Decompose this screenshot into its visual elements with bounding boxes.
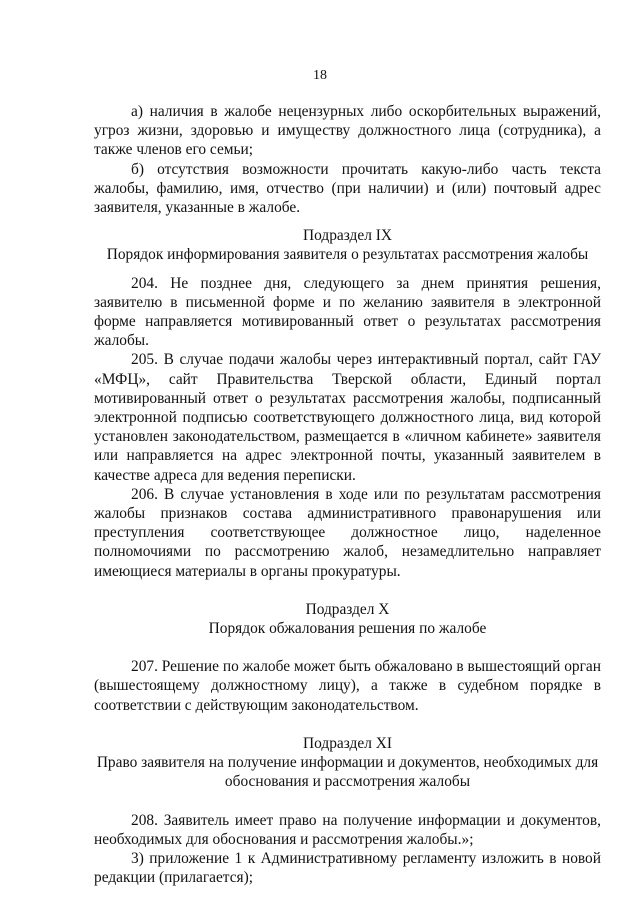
document-body — [94, 102, 601, 887]
paragraph-item-a: а) наличия в жалобе нецензурных либо оскорбительных выражений, угроз жизни, здоровью и имуществу должностного лица (сотрудника), а также членов его семьи; — [94, 103, 601, 159]
subsection-x-number: Подраздел X — [305, 600, 390, 618]
paragraph-205: 205. В случае подачи жалобы через интерактивный портал, сайт ГАУ «МФЦ», сайт Правительства Тверской области, Единый портал мотивированный ответ о результатах рассмотрения жалобы, подписанный электронной подписью соответствующего должностного лица, вид которой установлен законодательством, размещается в «личном кабинете» заявителя или направляется на адрес электронной почты, указанный заявителем в качестве адреса для ведения переписки. — [94, 351, 601, 484]
subsection-xi-title: Право заявителя на получение информации и документов, необходимых для обоснования и рассмотрения жалобы — [96, 754, 599, 791]
paragraph-item-3: 3) приложение 1 к Административному регламенту изложить в новой редакции (прилагается); — [94, 849, 601, 887]
subsection-ix-title: Порядок информирования заявителя о результатах рассмотрения жалобы — [106, 246, 589, 264]
subsection-ix-number: Подраздел IX — [303, 227, 392, 245]
paragraph-207: 207. Решение по жалобе может быть обжаловано в вышестоящий орган (вышестоящему должностному лицу), а также в судебном порядке в соответствии с действующим законодательством. — [94, 658, 601, 714]
page-number: 18 — [313, 68, 327, 83]
paragraph-206: 206. В случае установления в ходе или по результатам рассмотрения жалобы признаков состава административного правонарушения или преступления соответствующее должностное лицо, наделенное полномочиями по рассмотрению жалоб, незамедлительно направляет имеющиеся материалы в органы прокуратуры. — [94, 485, 601, 580]
subsection-x-title: Порядок обжалования решения по жалобе — [208, 620, 487, 638]
paragraph-204: 204. Не позднее дня, следующего за днем принятия решения, заявителю в письменной форме и по желанию заявителя в электронной форме направляется мотивированный ответ о результатах рассмотрения жалобы. — [94, 274, 601, 350]
paragraph-item-b: б) отсутствия возможности прочитать какую-либо часть текста жалобы, фамилию, имя, отчество (при наличии) и (или) почтовый адрес заявителя, указанные в жалобе. — [94, 160, 601, 217]
paragraph-208: 208. Заявитель имеет право на получение информации и документов, необходимых для обоснования и рассмотрения жалобы.»; — [94, 811, 601, 848]
subsection-xi-number: Подраздел XI — [303, 734, 392, 752]
